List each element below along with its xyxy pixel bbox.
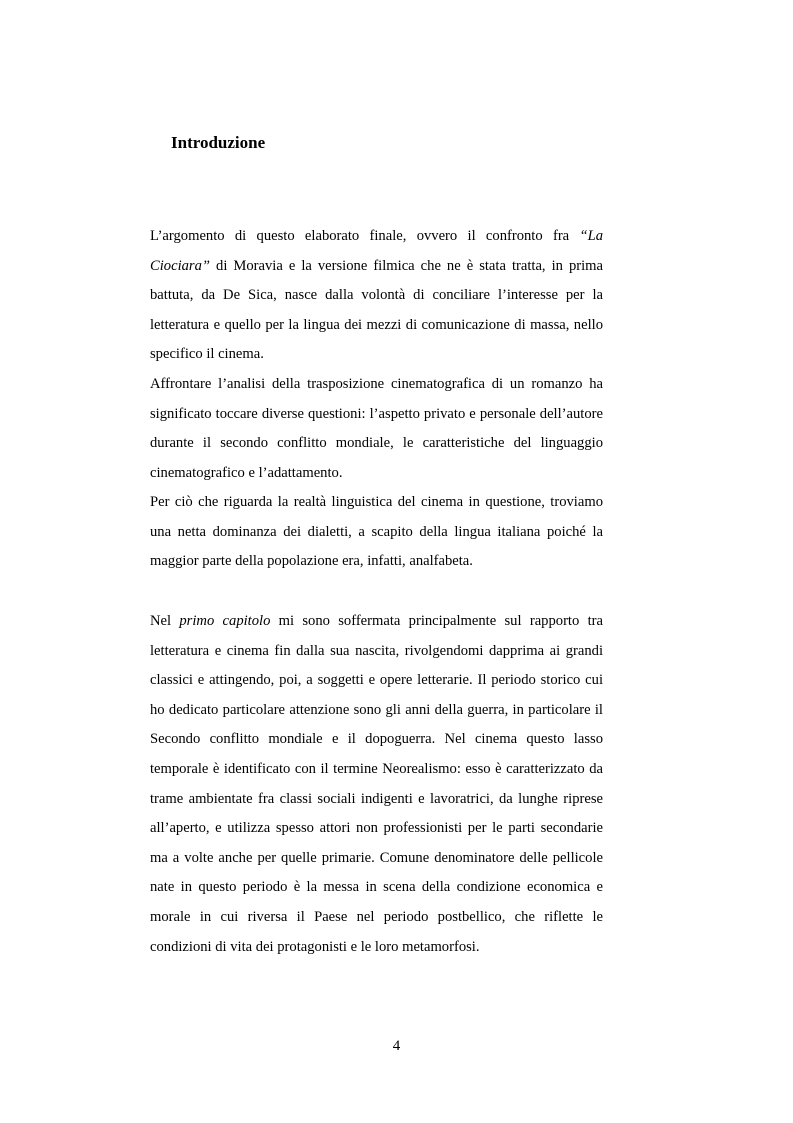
book-title-italic: “La Ciociara” [150,228,603,274]
paragraph-4-text-a: Nel [150,613,180,629]
chapter-reference-italic: primo capitolo [179,613,271,629]
paragraph-1 [150,222,603,370]
paragraph-2: Affrontare l’analisi della trasposizione cinematografica di un romanzo ha significato toccare diverse questioni: l’aspetto privato e personale dell’autore durante il secondo conflitto mondiale, le caratteristiche del linguaggio cinematografico e l’adattamento. [150,376,603,481]
paragraph-3: Per ciò che riguarda la realtà linguistica del cinema in questione, troviamo una netta dominanza dei dialetti, a scapito della lingua italiana poiché la maggior parte della popolazione era, infatti, analfabeta. [150,494,603,570]
page-number: 4 [392,1038,401,1054]
section-heading: Introduzione [171,133,266,152]
paragraph-4 [150,607,603,962]
paragraph-1-text-b: di Moravia e la versione filmica che ne è stata tratta, in prima battuta, da De Sica, nasce dalla volontà di conciliare l’interesse per la letteratura e quello per la lingua dei mezzi di comunicazione di massa, nello specifico il cinema. [150,257,603,363]
paragraph-1-text-a: L’argomento di questo elaborato finale, ovvero il confronto fra [150,228,580,244]
paragraph-4-text-b: mi sono soffermata principalmente sul rapporto tra letteratura e cinema fin dalla sua nascita, rivolgendomi dapprima ai grandi classici e attingendo, poi, a soggetti e opere letterarie. Il periodo storico cui ho dedicato particolare attenzione sono gli anni della guerra, in particolare il Secondo conflitto mondiale e il dopoguerra. Nel cinema questo lasso temporale è identificato con il termine Neorealismo: esso è caratterizzato da trame ambientate fra classi sociali indigenti e lavoratrici, da lunghe riprese all’aperto, e utilizza spesso attori non professionisti per le parti secondarie ma a volte anche per quelle primarie. Comune denominatore delle pellicole nate in questo periodo è la messa in scena della condizione economica e morale in cui riversa il Paese nel periodo postbellico, che riflette le condizioni di vita dei protagonisti e le loro metamorfosi. [150,613,603,955]
